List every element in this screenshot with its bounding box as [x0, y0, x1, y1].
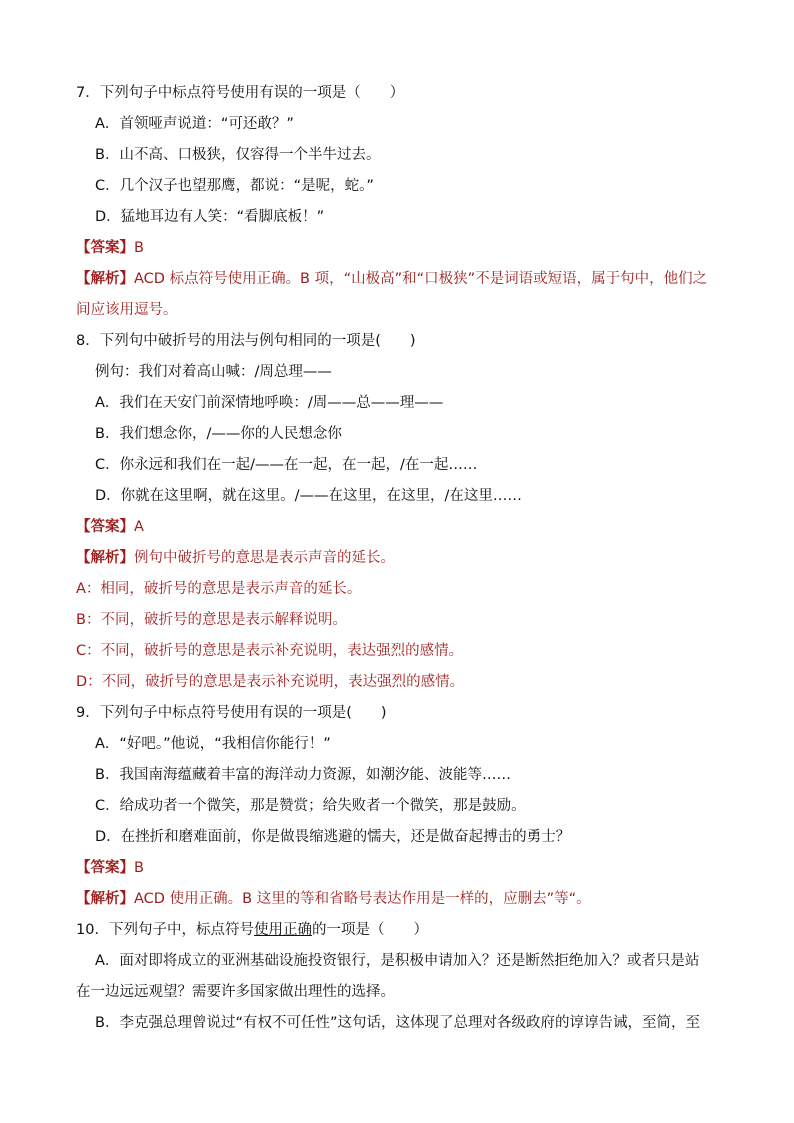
question-8-detail-b: B：不同，破折号的意思是表示解释说明。 — [76, 612, 347, 628]
question-9-option-d: D．在挫折和磨难面前，你是做畏缩逃避的懦夫，还是做奋起搏击的勇士？ — [95, 829, 571, 845]
stem-underlined: 使用正确 — [253, 922, 312, 938]
question-9-answer — [76, 853, 710, 884]
question-9-option-c: C．给成功者一个微笑，那是赞赏；给失败者一个微笑，那是鼓励。 — [95, 798, 526, 814]
question-8-option-d: D．你就在这里啊，就在这里。/——在这里，在这里，/在这里…… — [95, 488, 522, 504]
question-10-stem — [76, 915, 710, 946]
answer-tag: 【答案】 — [76, 519, 134, 535]
analysis-text: ACD 标点符号使用正确。B 项，“山极高”和“口极狭”不是词语或短语，属于句中，他们之间应该用逗号。 — [76, 271, 708, 318]
question-8-detail-a: A：相同，破折号的意思是表示声音的延长。 — [76, 581, 362, 597]
analysis-text: 例句中破折号的意思是表示声音的延长。 — [134, 550, 395, 566]
question-7 — [76, 78, 710, 326]
question-7-option-c: C．几个汉子也望那鹰，都说：“是呢，蛇。” — [95, 178, 374, 194]
answer-value: A — [134, 519, 144, 535]
answer-tag: 【答案】 — [76, 240, 134, 256]
answer-value: B — [134, 240, 144, 256]
question-8-analysis — [76, 543, 710, 574]
question-8-option-b: B．我们想念你，/——你的人民想念你 — [95, 426, 342, 442]
stem-after: 的一项是（ ） — [311, 922, 428, 938]
question-8-detail-d: D：不同，破折号的意思是表示补充说明，表达强烈的感情。 — [76, 674, 465, 690]
question-8-option-a: A．我们在天安门前深情地呼唤：/周——总——理—— — [95, 395, 444, 411]
analysis-tag: 【解析】 — [76, 550, 134, 566]
analysis-tag: 【解析】 — [76, 271, 134, 287]
answer-tag: 【答案】 — [76, 860, 134, 876]
question-9 — [76, 698, 710, 915]
analysis-tag: 【解析】 — [76, 891, 134, 907]
question-9-stem: 9．下列句子中标点符号使用有误的一项是( ) — [76, 705, 387, 721]
question-10-option-a: A．面对即将成立的亚洲基础设施投资银行，是积极申请加入？还是断然拒绝加入？或者只是站在一边远远观望？需要许多国家做出理性的选择。 — [76, 953, 700, 1000]
answer-value: B — [134, 860, 144, 876]
question-9-option-a: A．“好吧。”他说，“我相信你能行！” — [95, 736, 331, 752]
question-8-answer — [76, 512, 710, 543]
question-9-option-b: B．我国南海蕴藏着丰富的海洋动力资源，如潮汐能、波能等…… — [95, 767, 511, 783]
question-8-detail-c: C：不同，破折号的意思是表示补充说明，表达强烈的感情。 — [76, 643, 464, 659]
question-10-option-b: B．李克强总理曾说过“有权不可任性”这句话，这体现了总理对各级政府的谆谆告诫，至简，至 — [95, 1015, 700, 1031]
question-8-stem: 8．下列句中破折号的用法与例句相同的一项是( ) — [76, 333, 416, 349]
question-7-analysis — [76, 264, 710, 326]
question-9-analysis — [76, 884, 710, 915]
question-7-stem: 7．下列句子中标点符号使用有误的一项是（ ） — [76, 85, 405, 101]
question-8-example: 例句：我们对着高山喊：/周总理—— — [95, 364, 332, 380]
stem-before: 10．下列句子中，标点符号 — [76, 922, 254, 938]
question-10 — [76, 915, 710, 1039]
question-8-option-c: C．你永远和我们在一起/——在一起，在一起，/在一起…… — [95, 457, 478, 473]
question-7-option-d: D．猛地耳边有人笑：“看脚底板！” — [95, 209, 325, 225]
question-7-answer — [76, 233, 710, 264]
question-8 — [76, 326, 710, 698]
analysis-text: ACD 使用正确。B 这里的等和省略号表达作用是一样的，应删去”等“。 — [134, 891, 591, 907]
question-7-option-b: B．山不高、口极狭，仅容得一个半牛过去。 — [95, 147, 381, 163]
question-7-option-a: A．首领哑声说道：“可还敢？” — [95, 116, 294, 132]
